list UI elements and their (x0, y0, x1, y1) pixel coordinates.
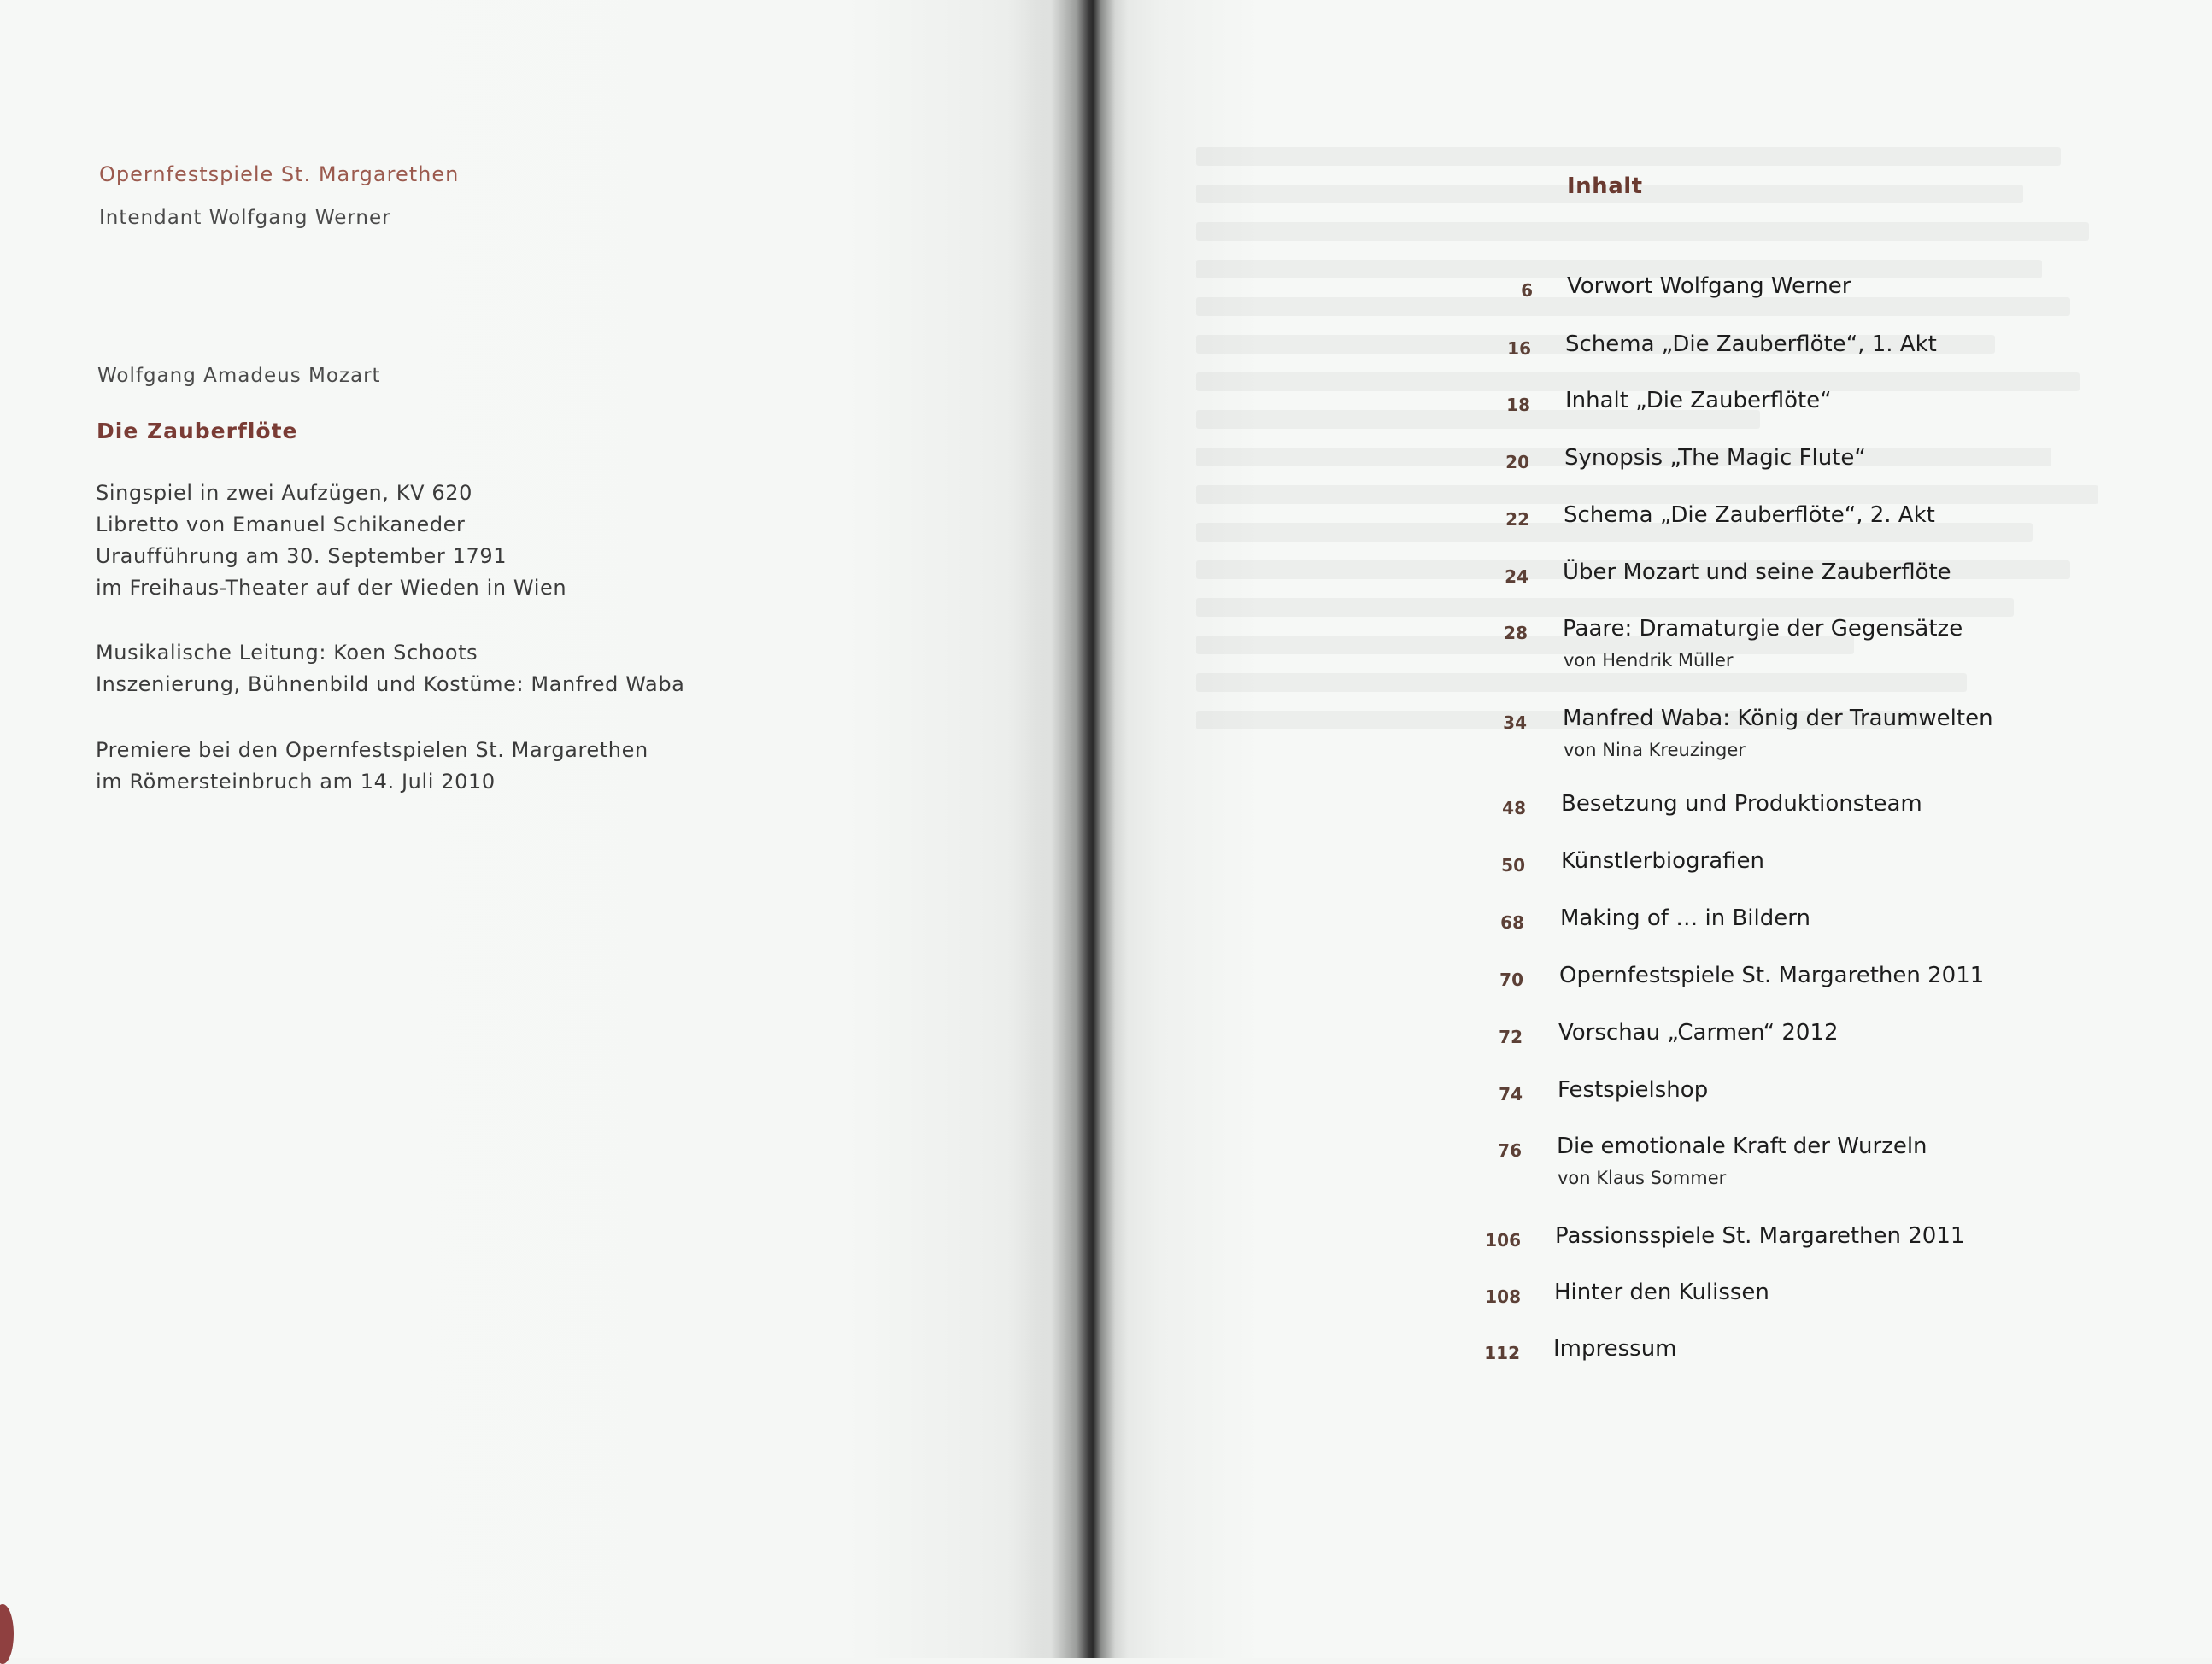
toc-entry-title: Vorwort Wolfgang Werner (1567, 273, 1851, 299)
toc-entry-author: von Klaus Sommer (1558, 1168, 1727, 1188)
composer-name: Wolfgang Amadeus Mozart (97, 365, 381, 387)
toc-page-number: 34 (1503, 712, 1527, 733)
toc-entry-title: Festspielshop (1558, 1077, 1709, 1103)
detail-line: Singspiel in zwei Aufzügen, KV 620 (96, 481, 472, 505)
toc-entry-title: Künstlerbiografien (1561, 848, 1764, 874)
toc-entry-title: Impressum (1553, 1336, 1677, 1362)
toc-entry-title: Opernfestspiele St. Margarethen 2011 (1559, 963, 1985, 988)
festival-name: Opernfestspiele St. Margarethen (99, 162, 460, 186)
toc-entry-title: Manfred Waba: König der Traumwelten (1563, 706, 1993, 731)
toc-entry-author: von Hendrik Müller (1564, 650, 1734, 671)
toc-page-number: 28 (1504, 623, 1528, 643)
toc-entry-title: Schema „Die Zauberflöte“, 1. Akt (1565, 331, 1937, 357)
toc-page-number: 16 (1507, 338, 1531, 359)
toc-entry-title: Making of … in Bildern (1560, 905, 1810, 931)
premiere-line: Premiere bei den Opernfestspielen St. Margarethen (96, 738, 648, 762)
credit-line: Inszenierung, Bühnenbild und Kostüme: Manfred Waba (96, 672, 685, 696)
detail-line: Libretto von Emanuel Schikaneder (96, 513, 466, 536)
intendant-line: Intendant Wolfgang Werner (99, 207, 391, 229)
toc-heading: Inhalt (1567, 173, 1643, 199)
toc-page-number: 18 (1506, 395, 1530, 415)
toc-entry-title: Paare: Dramaturgie der Gegensätze (1563, 616, 1963, 642)
toc-page-number: 6 (1521, 280, 1533, 301)
toc-page-number: 22 (1505, 509, 1529, 530)
toc-entry-title: Über Mozart und seine Zauberflöte (1563, 560, 1951, 585)
toc-entry-author: von Nina Kreuzinger (1564, 740, 1746, 760)
toc-entry-title: Inhalt „Die Zauberflöte“ (1565, 388, 1832, 413)
toc-page-number: 72 (1499, 1027, 1523, 1047)
detail-line: im Freihaus-Theater auf der Wieden in Wien (96, 576, 567, 600)
detail-line: Uraufführung am 30. September 1791 (96, 544, 508, 568)
toc-page-number: 70 (1499, 970, 1523, 990)
book-gutter (1025, 0, 1128, 1658)
toc-page-number: 48 (1502, 798, 1526, 818)
premiere-line: im Römersteinbruch am 14. Juli 2010 (96, 770, 496, 794)
toc-page-number: 108 (1485, 1286, 1521, 1307)
work-details (96, 478, 566, 604)
toc-page-number: 50 (1501, 855, 1525, 876)
left-page (0, 0, 1059, 1658)
toc-page-number: 76 (1498, 1140, 1522, 1161)
premiere-info (96, 735, 648, 798)
production-credits (96, 637, 684, 700)
credit-line: Musikalische Leitung: Koen Schoots (96, 641, 478, 665)
toc-page-number: 106 (1485, 1230, 1521, 1251)
toc-entry-title: Synopsis „The Magic Flute“ (1564, 445, 1866, 471)
toc-entry-title: Passionsspiele St. Margarethen 2011 (1555, 1223, 1965, 1249)
toc-entry-title: Die emotionale Kraft der Wurzeln (1557, 1134, 1927, 1159)
toc-page-number: 112 (1484, 1343, 1520, 1363)
toc-page-number: 74 (1499, 1084, 1523, 1104)
toc-entry-title: Vorschau „Carmen“ 2012 (1558, 1020, 1839, 1046)
work-title: Die Zauberflöte (97, 419, 298, 443)
toc-entry-title: Schema „Die Zauberflöte“, 2. Akt (1564, 502, 1935, 528)
toc-entry-title: Besetzung und Produktionsteam (1561, 791, 1922, 817)
toc-page-number: 68 (1500, 912, 1524, 933)
toc-entry-title: Hinter den Kulissen (1554, 1280, 1769, 1305)
right-page (1094, 0, 2212, 1658)
toc-page-number: 20 (1505, 452, 1529, 472)
toc-page-number: 24 (1505, 566, 1528, 587)
